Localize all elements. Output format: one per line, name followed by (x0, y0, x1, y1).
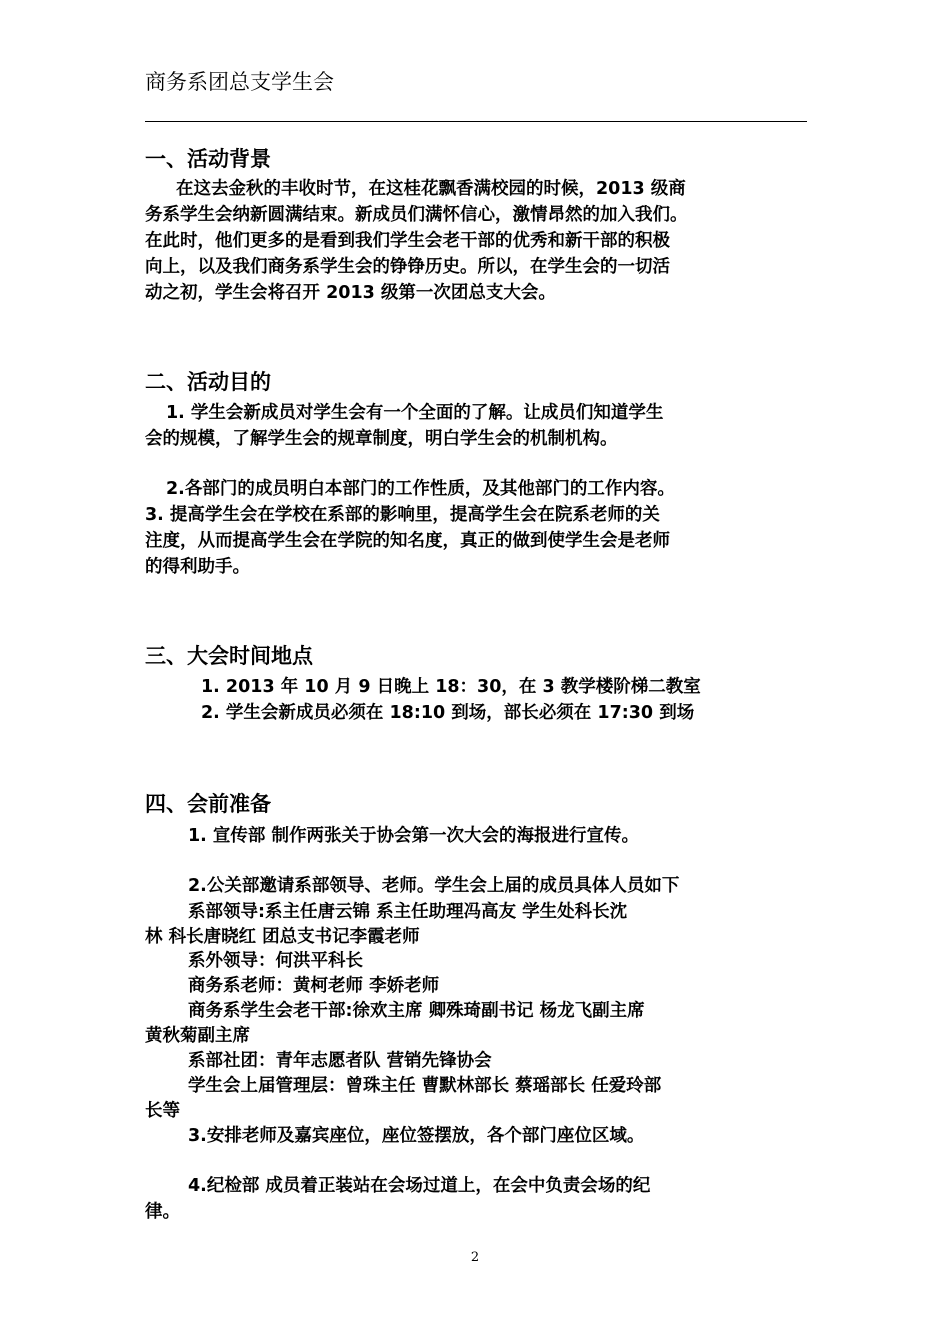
paragraph-line: 1. 宣传部 制作两张关于协会第一次大会的海报进行宣传。 (188, 826, 640, 846)
paragraph-line: 学生会上届管理层：曾珠主任 曹默林部长 蔡瑶部长 任爱玲部 (188, 1076, 662, 1096)
paragraph-line: 林 科长唐晓红 团总支书记李霞老师 (145, 927, 420, 947)
paragraph-line: 在此时，他们更多的是看到我们学生会老干部的优秀和新干部的积极 (145, 231, 670, 251)
paragraph-line: 务系学生会纳新圆满结束。新成员们满怀信心，激情昂然的加入我们。 (145, 205, 688, 225)
list-item: 1. 2013 年 10 月 9 日晚上 18：30，在 3 教学楼阶梯二教室 (201, 677, 701, 697)
paragraph-line: 商务系学生会老干部:徐欢主席 卿殊琦副书记 杨龙飞副主席 (188, 1001, 645, 1021)
section-heading-preparation: 四、会前准备 (145, 792, 271, 816)
paragraph-line: 3. 提高学生会在学校在系部的影响里，提高学生会在院系老师的关 (145, 505, 660, 525)
paragraph-line: 4.纪检部 成员着正装站在会场过道上，在会中负责会场的纪 (188, 1176, 651, 1196)
paragraph-line: 2.公关部邀请系部领导、老师。学生会上届的成员具体人员如下 (188, 876, 680, 896)
section-heading-background: 一、活动背景 (145, 147, 271, 171)
paragraph-line: 系外领导：何洪平科长 (188, 951, 363, 971)
page-header-title: 商务系团总支学生会 (145, 70, 334, 94)
paragraph-line: 会的规模，了解学生会的规章制度，明白学生会的机制机构。 (145, 429, 618, 449)
paragraph-line: 黄秋菊副主席 (145, 1026, 250, 1046)
paragraph-line: 律。 (145, 1202, 180, 1222)
paragraph-line: 在这去金秋的丰收时节，在这桂花飘香满校园的时候，2013 级商 (176, 179, 686, 199)
paragraph-line: 系部社团：青年志愿者队 营销先锋协会 (188, 1051, 492, 1071)
paragraph-line: 商务系老师：黄柯老师 李娇老师 (188, 976, 440, 996)
paragraph-line: 系部领导:系主任唐云锦 系主任助理冯高友 学生处科长沈 (188, 902, 628, 922)
list-item: 2. 学生会新成员必须在 18:10 到场，部长必须在 17:30 到场 (201, 703, 695, 723)
paragraph-line: 的得利助手。 (145, 557, 250, 577)
paragraph-line: 注度，从而提高学生会在学院的知名度，真正的做到使学生会是老师 (145, 531, 670, 551)
paragraph-line: 3.安排老师及嘉宾座位，座位签摆放，各个部门座位区域。 (188, 1126, 645, 1146)
section-heading-time-place: 三、大会时间地点 (145, 644, 313, 668)
header-rule (145, 121, 807, 122)
paragraph-line: 向上，以及我们商务系学生会的铮铮历史。所以，在学生会的一切活 (145, 257, 670, 277)
paragraph-line: 1. 学生会新成员对学生会有一个全面的了解。让成员们知道学生 (166, 403, 664, 423)
section-heading-purpose: 二、活动目的 (145, 370, 271, 394)
page-number: 2 (470, 1250, 480, 1265)
paragraph-line: 长等 (145, 1101, 180, 1121)
paragraph-line: 动之初，学生会将召开 2013 级第一次团总支大会。 (145, 283, 556, 303)
paragraph-line: 2.各部门的成员明白本部门的工作性质，及其他部门的工作内容。 (166, 479, 675, 499)
